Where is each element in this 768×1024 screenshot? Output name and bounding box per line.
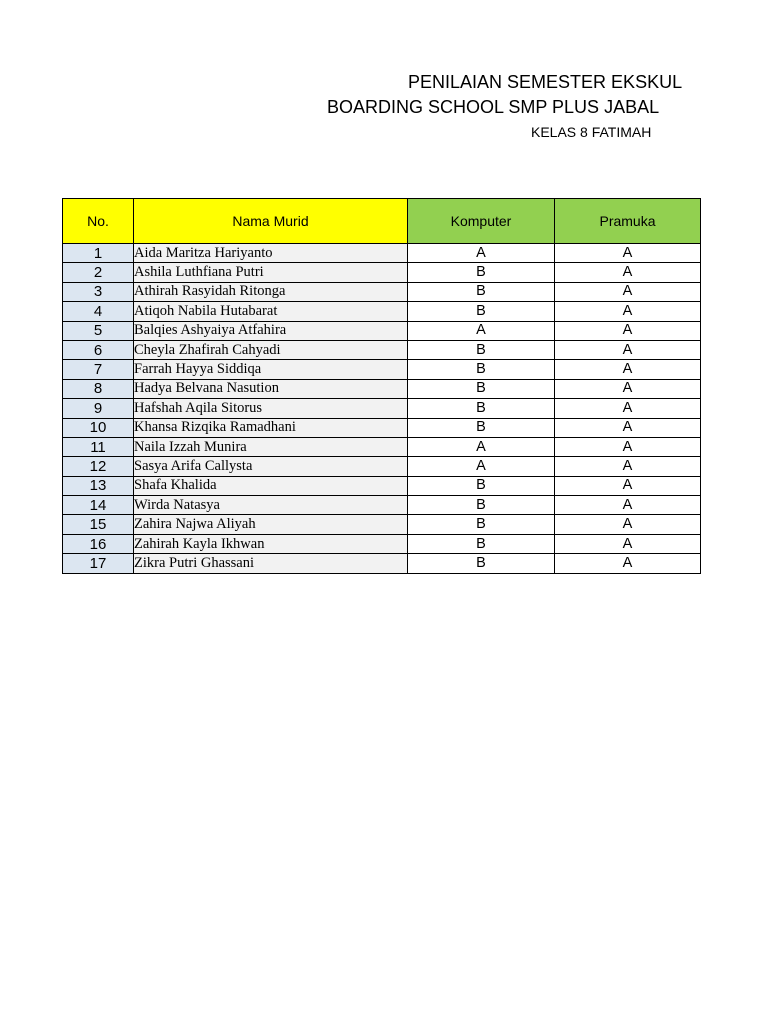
grade-pramuka: A bbox=[555, 437, 701, 456]
row-number: 9 bbox=[63, 399, 134, 418]
table-row bbox=[63, 515, 701, 534]
grade-pramuka: A bbox=[555, 515, 701, 534]
grade-komputer: B bbox=[408, 360, 555, 379]
grade-komputer: B bbox=[408, 476, 555, 495]
grade-komputer: B bbox=[408, 496, 555, 515]
title-line-1: PENILAIAN SEMESTER EKSKUL bbox=[408, 72, 683, 92]
student-name: Wirda Natasya bbox=[134, 496, 408, 515]
grade-komputer: A bbox=[408, 244, 555, 263]
table-row bbox=[63, 496, 701, 515]
grade-pramuka: A bbox=[555, 321, 701, 340]
row-number: 6 bbox=[63, 340, 134, 359]
table-row bbox=[63, 437, 701, 456]
student-name: Athirah Rasyidah Ritonga bbox=[134, 282, 408, 301]
grade-komputer: B bbox=[408, 554, 555, 573]
student-name: Zikra Putri Ghassani bbox=[134, 554, 408, 573]
grade-pramuka: A bbox=[555, 534, 701, 553]
header-no: No. bbox=[63, 199, 134, 244]
grade-pramuka: A bbox=[555, 418, 701, 437]
row-number: 10 bbox=[63, 418, 134, 437]
table-row bbox=[63, 302, 701, 321]
grade-komputer: B bbox=[408, 263, 555, 282]
grade-komputer: B bbox=[408, 515, 555, 534]
table-row bbox=[63, 399, 701, 418]
student-name: Shafa Khalida bbox=[134, 476, 408, 495]
student-name: Cheyla Zhafirah Cahyadi bbox=[134, 340, 408, 359]
grade-komputer: B bbox=[408, 379, 555, 398]
class-subtitle: KELAS 8 FATIMAH bbox=[531, 124, 652, 140]
row-number: 13 bbox=[63, 476, 134, 495]
table-row bbox=[63, 244, 701, 263]
header-pramuka: Pramuka bbox=[555, 199, 701, 244]
grade-pramuka: A bbox=[555, 496, 701, 515]
row-number: 5 bbox=[63, 321, 134, 340]
grade-pramuka: A bbox=[555, 263, 701, 282]
student-name: Hadya Belvana Nasution bbox=[134, 379, 408, 398]
grade-table bbox=[62, 198, 701, 574]
grade-pramuka: A bbox=[555, 282, 701, 301]
grade-komputer: B bbox=[408, 282, 555, 301]
grade-komputer: A bbox=[408, 457, 555, 476]
header-komputer: Komputer bbox=[408, 199, 555, 244]
student-name: Sasya Arifa Callysta bbox=[134, 457, 408, 476]
title-line-2: BOARDING SCHOOL SMP PLUS JABAL bbox=[327, 97, 660, 117]
row-number: 1 bbox=[63, 244, 134, 263]
row-number: 15 bbox=[63, 515, 134, 534]
table-row bbox=[63, 282, 701, 301]
grade-komputer: B bbox=[408, 399, 555, 418]
grade-pramuka: A bbox=[555, 457, 701, 476]
row-number: 2 bbox=[63, 263, 134, 282]
table-row bbox=[63, 476, 701, 495]
grade-pramuka: A bbox=[555, 379, 701, 398]
student-name: Farrah Hayya Siddiqa bbox=[134, 360, 408, 379]
row-number: 11 bbox=[63, 437, 134, 456]
table-row bbox=[63, 263, 701, 282]
grade-komputer: B bbox=[408, 534, 555, 553]
row-number: 14 bbox=[63, 496, 134, 515]
table-body bbox=[63, 244, 701, 574]
grade-pramuka: A bbox=[555, 340, 701, 359]
grade-pramuka: A bbox=[555, 399, 701, 418]
student-name: Balqies Ashyaiya Atfahira bbox=[134, 321, 408, 340]
grade-komputer: A bbox=[408, 321, 555, 340]
table-row bbox=[63, 554, 701, 573]
row-number: 3 bbox=[63, 282, 134, 301]
row-number: 4 bbox=[63, 302, 134, 321]
table-row bbox=[63, 534, 701, 553]
table-row bbox=[63, 360, 701, 379]
grade-komputer: A bbox=[408, 437, 555, 456]
student-name: Naila Izzah Munira bbox=[134, 437, 408, 456]
grade-pramuka: A bbox=[555, 302, 701, 321]
document-title bbox=[300, 68, 700, 120]
student-name: Hafshah Aqila Sitorus bbox=[134, 399, 408, 418]
row-number: 7 bbox=[63, 360, 134, 379]
student-name: Atiqoh Nabila Hutabarat bbox=[134, 302, 408, 321]
row-number: 16 bbox=[63, 534, 134, 553]
header-nama-murid: Nama Murid bbox=[134, 199, 408, 244]
table-header-row bbox=[63, 199, 701, 244]
table-row bbox=[63, 418, 701, 437]
student-name: Khansa Rizqika Ramadhani bbox=[134, 418, 408, 437]
row-number: 17 bbox=[63, 554, 134, 573]
grade-komputer: B bbox=[408, 302, 555, 321]
table-row bbox=[63, 321, 701, 340]
table-row bbox=[63, 379, 701, 398]
row-number: 12 bbox=[63, 457, 134, 476]
table-row bbox=[63, 340, 701, 359]
grade-komputer: B bbox=[408, 418, 555, 437]
grade-komputer: B bbox=[408, 340, 555, 359]
grade-pramuka: A bbox=[555, 360, 701, 379]
student-name: Zahira Najwa Aliyah bbox=[134, 515, 408, 534]
grade-pramuka: A bbox=[555, 554, 701, 573]
table-row bbox=[63, 457, 701, 476]
student-name: Zahirah Kayla Ikhwan bbox=[134, 534, 408, 553]
row-number: 8 bbox=[63, 379, 134, 398]
grade-pramuka: A bbox=[555, 244, 701, 263]
student-name: Aida Maritza Hariyanto bbox=[134, 244, 408, 263]
grade-pramuka: A bbox=[555, 476, 701, 495]
student-name: Ashila Luthfiana Putri bbox=[134, 263, 408, 282]
